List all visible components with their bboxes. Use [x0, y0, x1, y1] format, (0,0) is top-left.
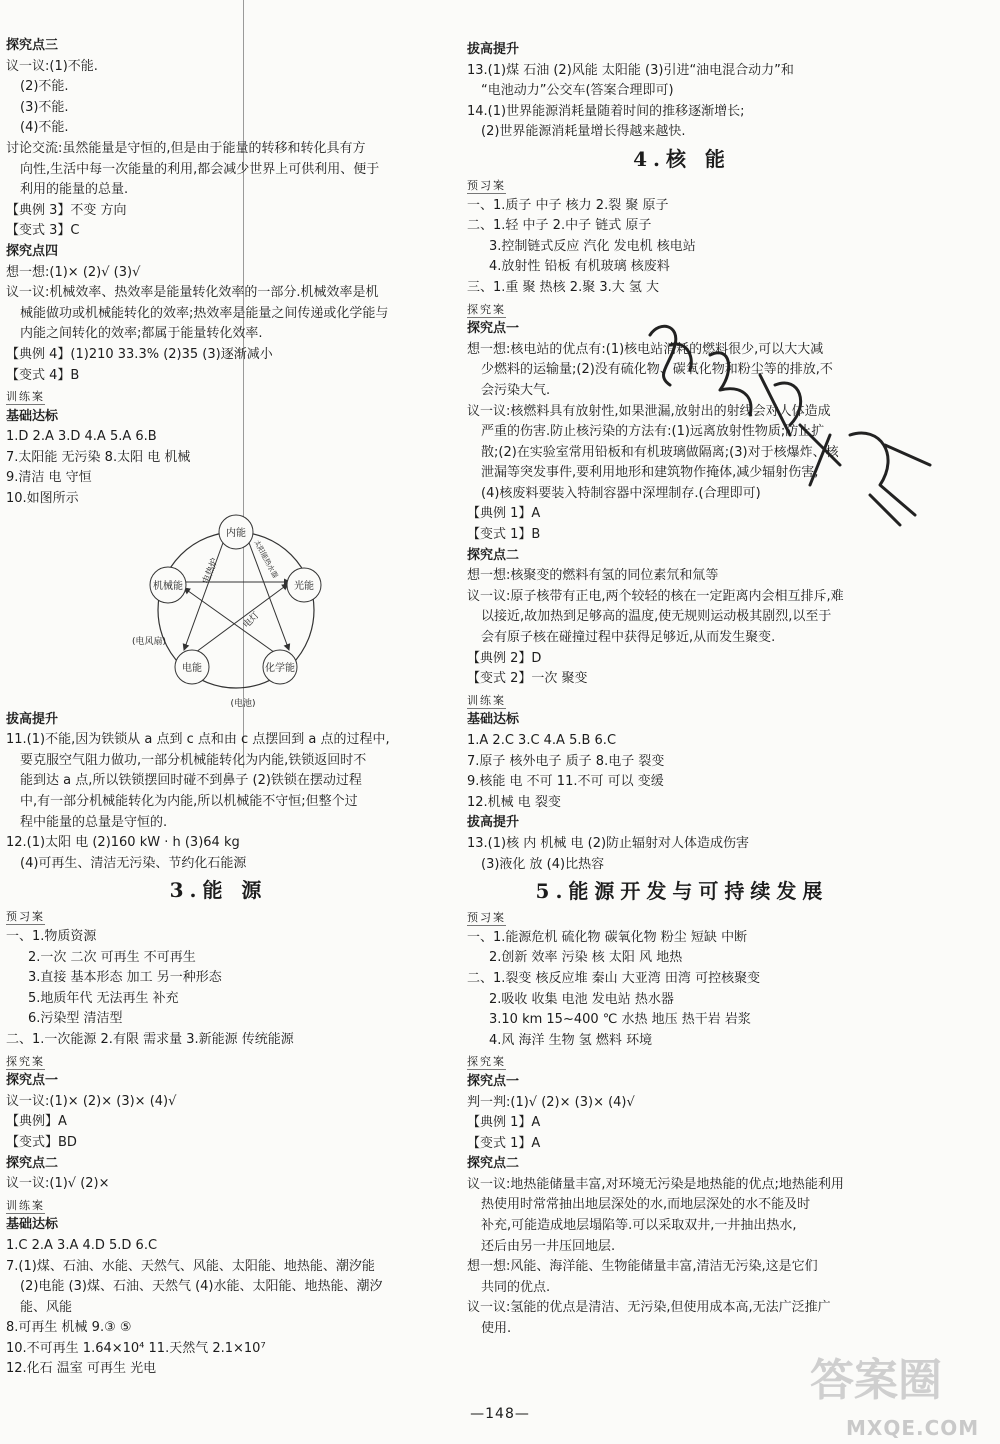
answer-line: 【变式 1】A: [467, 1135, 541, 1151]
answer-line: 程中能量的总量是守恒的.: [20, 814, 168, 830]
subsection-heading: 探究点一: [6, 1073, 59, 1089]
answer-line: 二、1.轻 中子 2.中子 链式 原子: [467, 218, 652, 234]
answer-line: 要克服空气阻力做功,一部分机械能转化为内能,铁锁返回时不: [20, 752, 367, 768]
energy-conversion-diagram: [6, 510, 431, 710]
answer-line: 少燃料的运输量;(2)没有硫化物、碳氧化物和粉尘等的排放,不: [481, 362, 833, 378]
subsection-heading: 基础达标: [467, 712, 520, 728]
node-label-bottom-left: 电能: [182, 662, 202, 674]
label-sun-heater: 太阳能热水器: [252, 538, 280, 580]
answer-line: 11.(1)不能,因为铁锁从 a 点到 c 点和由 c 点摆回到 a 点的过程中,: [6, 732, 390, 748]
page-number: —148—: [470, 1406, 530, 1422]
section-title-nuclear: 4.核 能: [633, 146, 731, 171]
answer-line: 8.可再生 机械 9.③ ⑤: [6, 1320, 132, 1336]
answer-line: 向性,生活中每一次能量的利用,都会减少世界上可供利用、便于: [20, 161, 380, 177]
answer-line: 补充,可能造成地层塌陷等.可以采取双井,一井抽出热水,: [481, 1218, 797, 1234]
right-lines-top: [467, 40, 897, 143]
section-header-label: 探究案: [467, 302, 506, 316]
answer-line: 议一议:机械效率、热效率是能量转化效率的一部分.机械效率是机: [6, 285, 379, 301]
answer-line: 12.机械 电 裂变: [467, 794, 561, 810]
answer-line: 议一议:核燃料具有放射性,如果泄漏,放射出的射线会对人体造成: [467, 403, 831, 419]
answer-line: 7.太阳能 无污染 8.太阳 电 机械: [6, 449, 191, 465]
left-column: [6, 36, 431, 1380]
answer-line: 严重的伤害.防止核污染的方法有:(1)远离放射性物质;防止扩: [481, 424, 825, 440]
right-lines-section5: [467, 907, 897, 1339]
subsection-heading: 探究点二: [467, 547, 520, 563]
answer-line: 想一想:核聚变的燃料有氢的同位素氘和氚等: [467, 568, 719, 584]
answer-line: 利用的能量的总量.: [20, 182, 129, 198]
section-header-label: 预习案: [467, 178, 506, 192]
left-lines-bottom: [6, 710, 431, 875]
section-header-label: 预习案: [467, 911, 506, 925]
answer-line: 一、1.物质资源: [6, 929, 97, 944]
left-lines-top: [6, 36, 431, 510]
answer-line: 散;(2)在实验室常用铅板和有机玻璃做隔离;(3)对于核爆炸、核: [481, 444, 839, 460]
answer-line: 议一议:原子核带有正电,两个较轻的核在一定距离内会相互排斥,难: [467, 588, 844, 604]
section-header: [467, 1051, 897, 1072]
answer-line: 7.(1)煤、石油、水能、天然气、风能、太阳能、地热能、潮汐能: [6, 1258, 375, 1274]
watermark-logo: [800, 1340, 980, 1410]
answer-line: 热使用时常常抽出地层深处的水,而地层深处的水不能及时: [481, 1197, 811, 1213]
answer-line: (4)不能.: [20, 120, 69, 136]
answer-line: 械能做功或机械能转化的效率;热效率是能量之间传递或化学能与: [20, 305, 389, 321]
answer-line: 会有原子核在碰撞过程中获得足够近,从而发生聚变.: [481, 630, 776, 646]
subsection-heading: 拔高提升: [467, 42, 520, 57]
section-header: [467, 907, 897, 928]
answer-line: 议一议:地热能储量丰富,对环境无污染是地热能的优点;地热能利用: [467, 1176, 844, 1192]
answer-line: 中,有一部分机械能转化为内能,所以机械能不守恒;但整个过: [20, 794, 358, 810]
section-header: [6, 386, 431, 407]
answer-line: (3)不能.: [20, 99, 69, 115]
answer-line: (2)世界能源消耗量增长得越来越快.: [481, 124, 686, 140]
answer-line: 【典例 1】A: [467, 1115, 541, 1131]
label-electric-stove: 电热炉: [201, 556, 221, 586]
subsection-heading: 基础达标: [6, 1217, 59, 1233]
subsection-heading: 拔高提升: [6, 711, 59, 727]
answer-line: 4.放射性 铅板 有机玻璃 核废料: [489, 259, 670, 275]
answer-line: 会污染大气.: [481, 382, 551, 398]
answer-line: 二、1.裂变 核反应堆 秦山 大亚湾 田湾 可控核聚变: [467, 970, 761, 986]
answer-line: 泄漏等突发事件,要利用地形和建筑物作掩体,减少辐射伤害;: [481, 465, 819, 481]
answer-line: (4)可再生、清洁无污染、节约化石能源: [20, 855, 247, 871]
handwritten-scribble: [640, 315, 940, 545]
answer-line: 能到达 a 点,所以铁锁摆回时碰不到鼻子 (2)铁锁在摆动过程: [20, 773, 362, 789]
section-header: [6, 1195, 431, 1216]
node-label-left: 机械能: [153, 580, 183, 592]
answer-line: 讨论交流:虽然能量是守恒的,但是由于能量的转移和转化具有方: [6, 140, 366, 156]
section-header: [467, 175, 897, 196]
answer-line: 议一议:(1)不能.: [6, 58, 98, 74]
subsection-heading: 探究点三: [6, 38, 59, 53]
answer-line: 内能之间转化的效率;都属于能量转化效率.: [20, 326, 263, 342]
answer-line: 想一想:风能、海洋能、生物能储量丰富,清洁无污染,这是它们: [467, 1259, 818, 1275]
left-lines-section3: [6, 906, 431, 1380]
answer-line: 10.不可再生 1.64×10⁴ 11.天然气 2.1×10⁷: [6, 1340, 266, 1356]
answer-line: 【典例 1】A: [467, 506, 541, 522]
answer-line: 能、风能: [20, 1299, 73, 1315]
answer-line: 12.(1)太阳 电 (2)160 kW · h (3)64 kg: [6, 835, 240, 851]
watermark-brand: 答案圈: [810, 1355, 942, 1406]
answer-line: 7.原子 核外电子 质子 8.电子 裂变: [467, 753, 665, 769]
subsection-heading: 探究点一: [467, 321, 520, 337]
section-header-label: 训练案: [6, 1198, 45, 1212]
subsection-heading: 基础达标: [6, 408, 59, 424]
node-label-bottom-right: 化学能: [265, 662, 295, 674]
right-column: [467, 40, 897, 1340]
section-header-label: 探究案: [467, 1055, 506, 1069]
answer-line: 3.10 km 15~400 ℃ 水热 地压 热干岩 岩浆: [489, 1012, 751, 1028]
answer-line: 【典例 2】D: [467, 650, 542, 666]
answer-line: 【变式 4】B: [6, 367, 80, 383]
answer-line: 12.化石 温室 可再生 光电: [6, 1361, 157, 1377]
section-title-energy: 3.能 源: [169, 878, 268, 903]
section-title-development: 5.能源开发与可持续发展: [535, 879, 829, 904]
answer-line: 1.A 2.C 3.C 4.A 5.B 6.C: [467, 733, 617, 748]
answer-line: (2)电能 (3)煤、石油、天然气 (4)水能、太阳能、地热能、潮汐: [20, 1279, 383, 1295]
section-header-label: 探究案: [6, 1054, 45, 1068]
answer-line: 使用.: [481, 1321, 512, 1337]
answer-line: 【变式 1】B: [467, 527, 541, 543]
subsection-heading: 探究点四: [6, 243, 59, 259]
answer-line: 3.控制链式反应 汽化 发电机 核电站: [489, 238, 696, 254]
watermark-url: MXQE.COM: [846, 1416, 980, 1440]
answer-line: 判一判:(1)√ (2)× (3)× (4)√: [467, 1094, 635, 1110]
answer-line: 2.创新 效率 污染 核 太阳 风 地热: [489, 950, 683, 966]
answer-line: 二、1.一次能源 2.有限 需求量 3.新能源 传统能源: [6, 1031, 294, 1047]
answer-line: 想一想:核电站的优点有:(1)核电站消耗的燃料很少,可以大大减: [467, 341, 824, 357]
answer-line: 13.(1)核 内 机械 电 (2)防止辐射对人体造成伤害: [467, 835, 750, 851]
answer-line: 2.一次 二次 可再生 不可再生: [28, 949, 196, 965]
answer-line: 3.直接 基本形态 加工 另一种形态: [28, 970, 222, 986]
answer-line: “电池动力”公交车(答案合理即可): [481, 83, 674, 99]
conversion-arrows: [184, 540, 290, 655]
answer-line: 一、1.质子 中子 核力 2.裂 聚 原子: [467, 197, 669, 213]
label-fan: (电风扇): [131, 636, 167, 647]
answer-line: 一、1.能源危机 硫化物 碳氧化物 粉尘 短缺 中断: [467, 929, 748, 945]
section-header: [467, 690, 897, 711]
answer-line: 【变式】BD: [6, 1134, 77, 1150]
answer-line: 9.清洁 电 守恒: [6, 470, 92, 486]
subsection-heading: 探究点一: [467, 1073, 520, 1089]
answer-line: 【典例】A: [6, 1114, 67, 1130]
answer-line: 2.吸收 收集 电池 发电站 热水器: [489, 991, 674, 1007]
answer-line: 1.C 2.A 3.A 4.D 5.D 6.C: [6, 1237, 158, 1253]
answer-line: 4.风 海洋 生物 氢 燃料 环境: [489, 1032, 653, 1048]
answer-line: 6.污染型 清洁型: [28, 1011, 123, 1027]
section-header-label: 训练案: [6, 390, 45, 404]
section-header-label: 预习案: [6, 910, 45, 924]
answer-line: 以接近,故加热到足够高的温度,使无规则运动极其剧烈,以至于: [481, 609, 832, 625]
answer-line: (4)核废料要装入特制容器中深埋制存.(合理即可): [481, 485, 761, 501]
label-lamp: 电灯: [241, 610, 262, 631]
answer-line: 【典例 4】(1)210 33.3% (2)35 (3)逐渐减小: [6, 346, 273, 362]
subsection-heading: 拔高提升: [467, 815, 520, 831]
answer-line: 10.如图所示: [6, 491, 79, 507]
section-header-label: 训练案: [467, 693, 506, 707]
answer-line: 5.地质年代 无法再生 补充: [28, 990, 179, 1006]
answer-line: 还后由另一井压回地层.: [481, 1238, 616, 1254]
answer-line: 议一议:(1)× (2)× (3)× (4)√: [6, 1093, 177, 1109]
section-header: [6, 1051, 431, 1072]
answer-line: 议一议:(1)√ (2)×: [6, 1176, 110, 1192]
answer-line: (3)液化 放 (4)比热容: [481, 856, 605, 872]
subsection-heading: 探究点二: [6, 1155, 59, 1171]
answer-line: 想一想:(1)× (2)√ (3)√: [6, 264, 141, 280]
answer-line: 三、1.重 聚 热核 2.聚 3.大 氢 大: [467, 279, 660, 295]
energy-diagram-svg: [6, 510, 431, 710]
node-label-right: 光能: [294, 580, 314, 592]
answer-line: 14.(1)世界能源消耗量随着时间的推移逐渐增长;: [467, 103, 745, 119]
node-label-top: 内能: [226, 527, 246, 539]
answer-line: 【典例 3】不变 方向: [6, 202, 127, 218]
answer-line: 【变式 3】C: [6, 223, 80, 239]
label-battery: (电池): [230, 698, 256, 709]
answer-line: (2)不能.: [20, 79, 69, 95]
section-header: [6, 906, 431, 927]
answer-line: 1.D 2.A 3.D 4.A 5.A 6.B: [6, 429, 157, 445]
answer-line: 议一议:氢能的优点是清洁、无污染,但使用成本高,无法广泛推广: [467, 1300, 831, 1316]
answer-line: 13.(1)煤 石油 (2)风能 太阳能 (3)引进“油电混合动力”和: [467, 62, 794, 78]
answer-line: 【变式 2】一次 聚变: [467, 671, 588, 687]
answer-line: 9.核能 电 不可 11.不可 可以 变缓: [467, 774, 664, 790]
answer-line: 共同的优点.: [481, 1279, 551, 1295]
subsection-heading: 探究点二: [467, 1156, 520, 1172]
